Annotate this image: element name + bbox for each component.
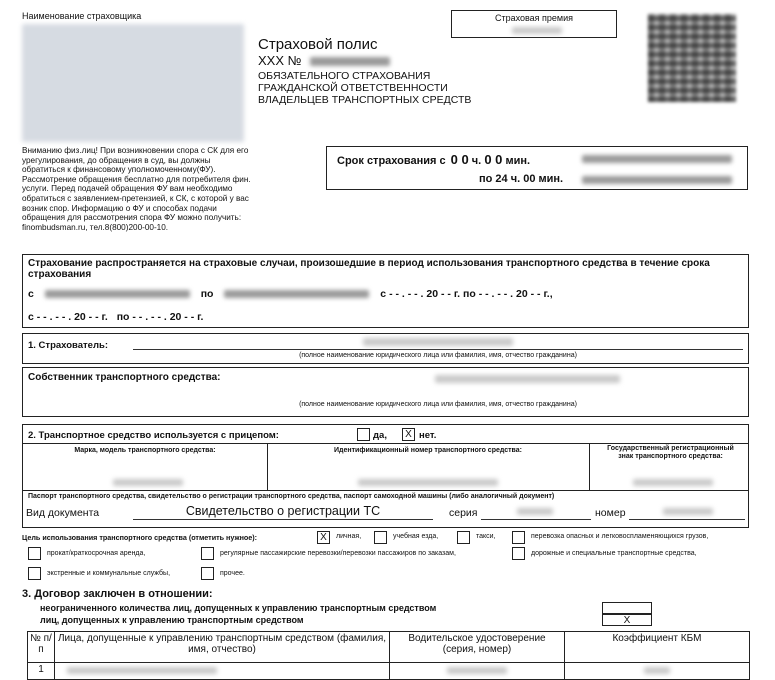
coverage-to-3: по xyxy=(116,311,130,323)
driver-license-redacted xyxy=(447,667,507,674)
purpose-other-checkbox[interactable] xyxy=(201,567,214,580)
insured-box xyxy=(22,333,749,364)
coverage-g-5: г. xyxy=(197,311,204,323)
owner-label: Собственник транспортного средства: xyxy=(28,372,221,383)
term-hours: 0 0 xyxy=(450,152,469,167)
trailer-yes-checkbox[interactable] xyxy=(357,428,370,441)
insurer-logo-redacted xyxy=(22,24,244,142)
doc-number-redacted xyxy=(663,508,713,515)
trailer-no-label: нет. xyxy=(419,430,437,441)
coverage-from-1: с xyxy=(28,288,34,300)
purpose-taxi-label: такси, xyxy=(476,533,496,540)
purpose-label: Цель использования транспортного средства (отметить нужное): xyxy=(22,533,258,542)
coverage-g-4: г. xyxy=(101,311,108,323)
purpose-emergency-label: экстренные и коммунальные службы, xyxy=(47,570,171,577)
plate-value-redacted xyxy=(633,479,713,486)
contract-limited-label: лиц, допущенных к управлению транспортным средством xyxy=(40,615,304,625)
coverage-text: Страхование распространяется на страховые случаи, произошедшие в период использования транспортного средства в течение срока страхования xyxy=(28,258,710,280)
coverage-date-4: - - . - - . 20 - - xyxy=(36,311,99,323)
purpose-hazmat-checkbox[interactable] xyxy=(512,531,525,544)
trailer-yes-label: да, xyxy=(373,430,387,441)
vehicle-box xyxy=(22,424,749,528)
policy-number-redacted xyxy=(310,57,390,66)
coverage-g-2: г. xyxy=(453,288,461,300)
purpose-passenger-checkbox[interactable] xyxy=(201,547,214,560)
purpose-training-checkbox[interactable] xyxy=(374,531,387,544)
term-from-label: Срок страхования с xyxy=(337,155,446,167)
col-license-header: Водительское удостоверение (серия, номер) xyxy=(390,632,565,663)
policy-series: XXX № xyxy=(258,53,302,68)
term-minutes: 0 0 xyxy=(484,152,503,167)
purpose-special-checkbox[interactable] xyxy=(512,547,525,560)
term-to-date-redacted xyxy=(582,176,732,184)
purpose-taxi-checkbox[interactable] xyxy=(457,531,470,544)
doc-type-value: Свидетельство о регистрации ТС xyxy=(185,504,381,518)
premium-box xyxy=(451,10,617,38)
coverage-date-3: - - . - - . 20 - - xyxy=(478,288,541,300)
coverage-date-5: - - . - - . 20 - - xyxy=(132,311,195,323)
purpose-passenger-label: регулярные пассажирские перевозки/перевозки пассажиров по заказам, xyxy=(220,550,456,557)
qr-code xyxy=(648,14,736,102)
policy-title: Страховой полис xyxy=(258,36,378,53)
purpose-rental-label: прокат/краткосрочная аренда, xyxy=(47,550,146,557)
purpose-emergency-checkbox[interactable] xyxy=(28,567,41,580)
term-hours-unit: ч. xyxy=(471,155,482,167)
doc-series-label: серия xyxy=(449,507,478,519)
term-minutes-unit: мин. xyxy=(505,155,531,167)
trailer-label: 2. Транспортное средство используется с прицепом: xyxy=(28,430,279,441)
passport-label: Паспорт транспортного средства, свидетельство о регистрации транспортного средства, паспорт самоходной машины (либо аналогичный документ) xyxy=(28,493,555,500)
driver-name-redacted xyxy=(67,667,217,674)
contract-unlimited-checkbox[interactable] xyxy=(602,602,652,614)
coverage-from-2: с xyxy=(380,288,387,300)
owner-hint: (полное наименование юридического лица или фамилия, имя, отчество гражданина) xyxy=(299,401,577,408)
premium-value-redacted xyxy=(512,27,562,34)
row-num: 1 xyxy=(28,663,55,680)
driver-kbm-redacted xyxy=(644,667,670,674)
coverage-box xyxy=(22,254,749,328)
term-to-label: по 24 ч. 00 мин. xyxy=(479,173,564,185)
purpose-personal-checkbox[interactable]: X xyxy=(317,531,330,544)
coverage-date-2: - - . - - . 20 - - xyxy=(389,288,451,300)
contract-title: 3. Договор заключен в отношении: xyxy=(22,588,213,600)
insured-name-redacted xyxy=(363,338,513,346)
owner-name-redacted xyxy=(435,375,620,383)
col-kbm-header: Коэффициент КБМ xyxy=(565,632,750,663)
coverage-to-1: по xyxy=(200,288,214,300)
premium-label: Страховая премия xyxy=(494,13,574,23)
owner-box xyxy=(22,367,749,417)
drivers-table xyxy=(27,631,750,680)
term-box xyxy=(326,146,748,190)
plate-label: Государственный регистрационный знак транспортного средства: xyxy=(607,445,734,460)
insured-label: 1. Страхователь: xyxy=(28,340,108,351)
policy-subtitle: ОБЯЗАТЕЛЬНОГО СТРАХОВАНИЯ ГРАЖДАНСКОЙ ОТВЕТСТВЕННОСТИ ВЛАДЕЛЬЦЕВ ТРАНСПОРТНЫХ СРЕДСТВ xyxy=(258,70,472,106)
col-name-header: Лица, допущенные к управлению транспортным средством (фамилия, имя, отчество) xyxy=(55,632,390,663)
purpose-training-label: учебная езда, xyxy=(393,533,439,540)
doc-series-redacted xyxy=(517,508,553,515)
purpose-special-label: дорожные и специальные транспортные средства, xyxy=(531,550,697,557)
purpose-hazmat-label: перевозка опасных и легковоспламеняющихся грузов, xyxy=(531,533,709,540)
insured-hint: (полное наименование юридического лица или фамилия, имя, отчество гражданина) xyxy=(299,352,577,359)
table-row xyxy=(28,663,750,680)
vin-label: Идентификационный номер транспортного средства: xyxy=(334,447,522,454)
trailer-no-checkbox[interactable]: X xyxy=(402,428,415,441)
doc-type-label: Вид документа xyxy=(26,507,100,519)
doc-number-label: номер xyxy=(595,507,626,519)
term-from-date-redacted xyxy=(582,155,732,163)
drivers-header-row xyxy=(28,632,750,663)
insurer-name-label: Наименование страховщика xyxy=(22,11,142,21)
col-num-header: № п/п xyxy=(28,632,55,663)
purpose-personal-label: личная, xyxy=(336,533,362,540)
contract-limited-checkbox[interactable]: X xyxy=(602,614,652,626)
make-label: Марка, модель транспортного средства: xyxy=(74,447,216,454)
insurer-notice: Вниманию физ.лиц! При возникновении спора с СК для его урегулирования, до обращения в суд, вы должны обратиться к финансовому уполномоченному(ФУ). Рассмотрение обращения бесплатно для потребителя фин. услуги. Перед подачей обращения ФУ вам необходимо обратиться с заявлением-претензией, к СК, с которой у вас возник спор. Информацию о ФУ и способах подачи обращения для рассмотрения спора ФУ можно получить: finombudsman.ru, тел.8(800)200-00-10. xyxy=(22,146,251,232)
contract-unlimited-label: неограниченного количества лиц, допущенных к управлению транспортным средством xyxy=(40,603,437,613)
coverage-from-3: с xyxy=(28,311,34,323)
coverage-to-2: по xyxy=(463,288,476,300)
coverage-g-3: г., xyxy=(543,288,553,300)
make-value-redacted xyxy=(113,479,183,486)
purpose-other-label: прочее. xyxy=(220,570,245,577)
purpose-rental-checkbox[interactable] xyxy=(28,547,41,560)
vin-value-redacted xyxy=(358,479,498,486)
